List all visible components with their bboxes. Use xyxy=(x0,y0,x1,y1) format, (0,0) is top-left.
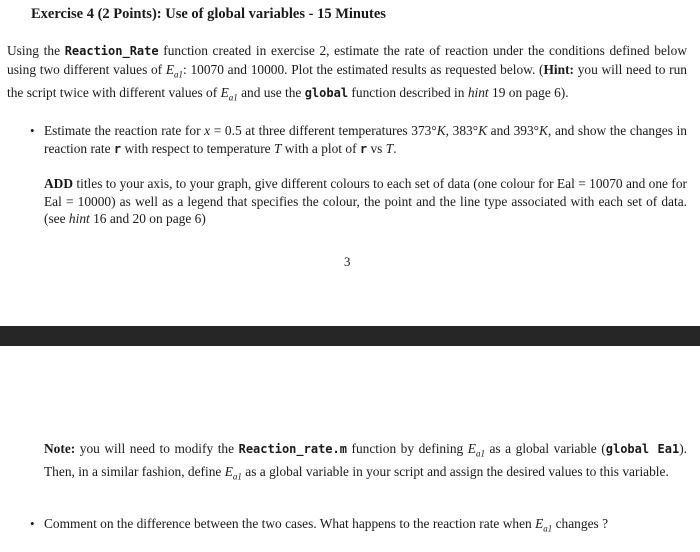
global-code: global Ea1 xyxy=(605,442,680,456)
exercise-heading: Exercise 4 (2 Points): Use of global variables - 15 Minutes xyxy=(31,6,386,22)
global-keyword: global xyxy=(304,85,349,100)
task-bullet-estimate: Estimate the reaction rate for x = 0.5 at three different temperatures 373°K, 383°K and 393°K, and show the changes in reaction rate r with respect to temperature T with a plot of r vs T. xyxy=(44,123,687,156)
document-page-bottom xyxy=(0,346,700,552)
note-paragraph: Note: you will need to modify the Reaction_rate.m function by defining $E_{a1}$ as a global variable (global Ea1). Then, in a similar fashion, define $E_{a1}$ as a global variable in your script and assign the desired values to this variable. xyxy=(44,441,687,482)
intro-paragraph: Using the Reaction_Rate function created in exercise 2, estimate the rate of reaction under the conditions defined below using two different values of $E_{a1}$: 10070 and 10000. Plot the estimated results as requested below. (Hint: you will need to run the script twice with different values of $E_{a1}$ and use the global function described in hint 19 on page 6). xyxy=(7,43,687,103)
function-name: Reaction_Rate xyxy=(64,44,159,58)
page-divider xyxy=(0,326,700,346)
function-file-name: Reaction_rate.m xyxy=(238,442,347,456)
bullet-marker: • xyxy=(30,123,35,138)
bullet-marker: • xyxy=(30,516,35,531)
task-bullet-comment: Comment on the difference between the two cases. What happens to the reaction rate when $E_{a1}$ changes ? xyxy=(44,516,609,534)
add-titles-paragraph: ADD titles to your axis, to your graph, give different colours to each set of data (one colour for Eal = 10070 and one for Eal = 10000) as well as a legend that specifies the colour, the point and the line type associated with each set of data. (see hint 16 and 20 on page 6) xyxy=(44,176,687,227)
page-number: 3 xyxy=(344,254,351,269)
